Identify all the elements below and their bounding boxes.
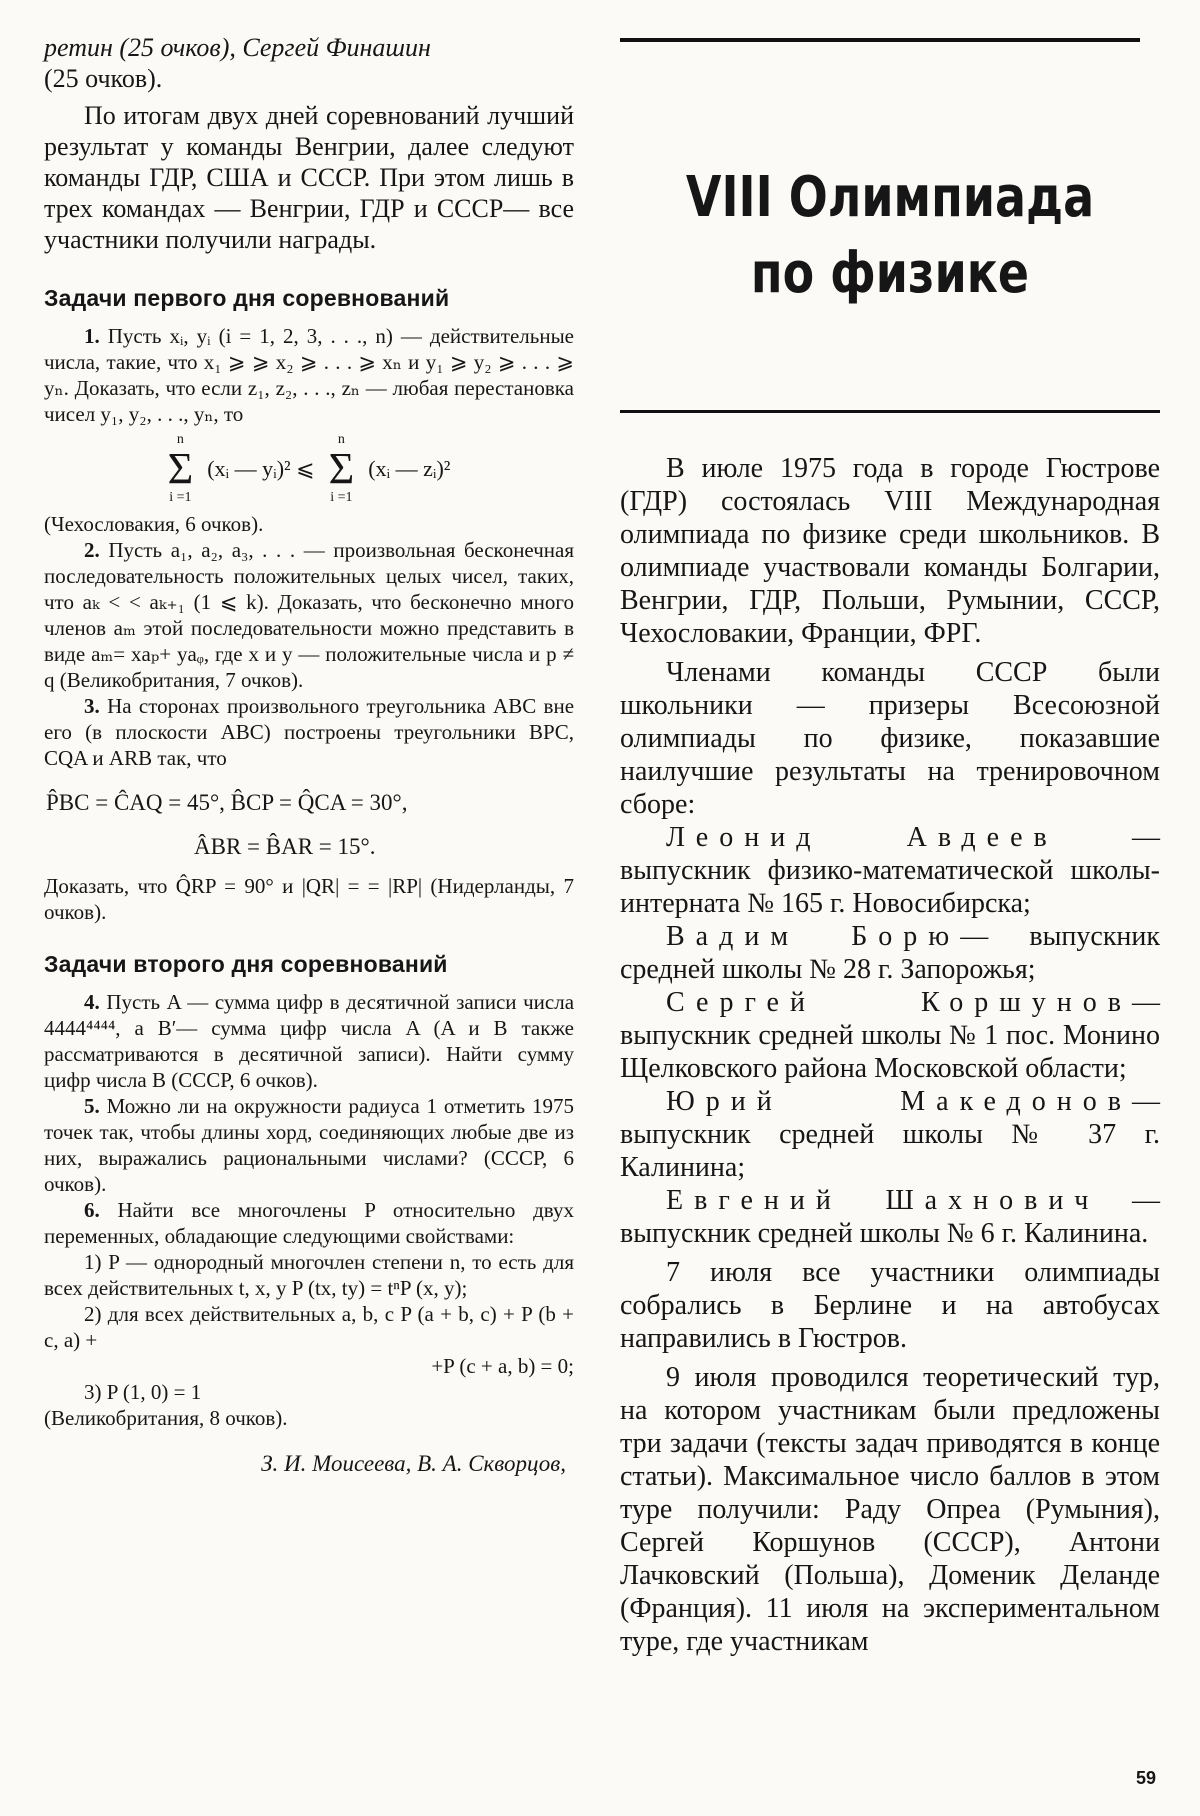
problem-5-number: 5. <box>84 1094 100 1118</box>
title-line-2: по физике <box>750 241 1030 306</box>
problem-3-conclusion: Доказать, что Q̂RP = 90° и |QR| = = |RP| (Нидерланды, 7 очков). <box>44 874 574 924</box>
right-column <box>620 452 1160 1658</box>
problem-6-text: Найти все многочлены P относительно двух переменных, обладающие следующими свойствами: <box>44 1198 575 1248</box>
page-number: 59 <box>1135 1768 1156 1788</box>
heading-day-1: Задачи первого дня соревнований <box>44 285 450 311</box>
member-4-name: Юрий Македонов <box>666 1086 1132 1117</box>
article-title <box>677 160 1103 312</box>
problem-6-source: (Великобритания, 8 очков). <box>44 1406 288 1430</box>
travel-paragraph: 7 июля все участники олимпиады собрались в Берлине и на автобусах направились в Гюстров. <box>620 1257 1160 1354</box>
problem-3-formula <box>44 781 574 869</box>
problem-6-condition-2: 2) для всех действительных a, b, c P (a + b, c) + P (b + c, a) + <box>44 1302 574 1352</box>
problem-4 <box>44 989 574 1093</box>
problem-5 <box>44 1093 574 1197</box>
member-2 <box>620 920 1160 986</box>
problem-3-text: На сторонах произвольного треугольника ABC вне его (в плоскости ABC) построены треугольники BPC, CQA и ARB так, что <box>44 694 575 770</box>
top-rule <box>620 38 1140 42</box>
problem-5-text: Можно ли на окружности радиуса 1 отметить 1975 точек так, чтобы длины хорд, соединяющих любые две из них, выражались рациональными числами? (СССР, 6 очков). <box>44 1094 574 1196</box>
problem-2-text: Пусть a₁, a₂, a₃, . . . — произвольная бесконечная последовательность положительных целых чисел, таких, что aₖ < < aₖ₊₁ (1 ⩽ k). Доказать, что бесконечно много членов aₘ этой последовательности можно представить в виде aₘ= xaₚ+ yaᵩ, где x и y — положительные числа и p ≠ q (Великобритания, 7 очков). <box>44 538 575 692</box>
team-paragraph: Членами команды СССР были школьники — призеры Всесоюзной олимпиады по физике, показавшие наилучшие результаты на тренировочном сборе: <box>620 657 1160 820</box>
problem-6-condition-3: 3) P (1, 0) = 1 <box>84 1380 202 1404</box>
problem-3 <box>44 693 574 771</box>
member-1-name: Леонид Авдеев <box>666 822 1058 853</box>
member-5 <box>620 1184 1160 1250</box>
member-5-desc: — выпускник средней школы № 6 г. Калинина. <box>620 1185 1161 1249</box>
member-4 <box>620 1085 1160 1184</box>
formula-line-2: ÂBR = B̂AR = 15°. <box>194 834 376 859</box>
member-3 <box>620 986 1160 1085</box>
member-1-desc: — выпускник физико-математической школы-интерната № 165 г. Новосибирска; <box>620 822 1160 919</box>
problem-1-number: 1. <box>84 324 100 348</box>
problem-6-condition-2b: +P (c + a, b) = 0; <box>431 1354 574 1378</box>
problem-1 <box>44 323 574 427</box>
member-3-name: Сергей Коршунов <box>666 987 1132 1018</box>
intro-line-1: ретин (25 очков), Сергей Финашин <box>44 33 431 62</box>
title-bottom-rule <box>620 410 1160 413</box>
problem-1-formula <box>44 427 574 511</box>
member-2-name: Вадим Борю <box>666 921 961 952</box>
member-4-desc: — выпускник средней школы № 37 г. Калинина; <box>620 1086 1160 1183</box>
problem-2-number: 2. <box>84 538 100 562</box>
left-column <box>44 32 574 1479</box>
tour-paragraph: 9 июля проводился теоретический тур, на котором участникам были предложены три задачи (тексты задач приводятся в конце статьи). Максимальное число баллов в этом туре получили: Раду Опреа (Румыния), Сергей Коршунов (СССР), Антони Лачковский (Польша), Доменик Деланде (Франция). 11 июля на экспериментальном туре, где участникам <box>620 1362 1160 1657</box>
signature: З. И. Моисеева, В. А. Скворцов, <box>261 1451 566 1476</box>
problem-1-source: (Чехословакия, 6 очков). <box>44 512 264 536</box>
member-1 <box>620 821 1160 920</box>
problem-4-text: Пусть A — сумма цифр в десятичной записи числа 4444⁴⁴⁴⁴, а B′— сумма цифр числа A (A и B также рассматриваются в десятичной записи). Найти сумму цифр числа B (СССР, 6 очков). <box>44 990 575 1092</box>
intro-line-2: (25 очков). <box>44 64 163 93</box>
member-3-desc: —выпускник средней школы № 1 пос. Монино Щелковского района Московской области; <box>620 987 1160 1084</box>
problem-1-text: Пусть xᵢ, yᵢ (i = 1, 2, 3, . . ., n) — действительные числа, такие, что x₁ ⩾ ⩾ x₂ ⩾ . . . ⩾ xₙ и y₁ ⩾ y₂ ⩾ . . . ⩾ yₙ. Доказать, что если z₁, z₂, . . ., zₙ — любая перестановка чисел y₁, y₂, . . ., yₙ, то <box>44 324 574 426</box>
heading-day-2: Задачи второго дня соревнований <box>44 951 448 977</box>
title-line-1: VIII Олимпиада <box>685 165 1095 230</box>
member-2-desc: — выпускник средней школы № 28 г. Запорожья; <box>620 921 1160 985</box>
problem-6 <box>44 1197 574 1249</box>
member-5-name: Евгений Шахнович <box>666 1185 1100 1216</box>
problem-6-condition-1: 1) P — однородный многочлен степени n, то есть для всех действительных t, x, y P (tx, ty) = tⁿP (x, y); <box>44 1250 574 1300</box>
sum-term-right: (xᵢ — zᵢ)² <box>368 456 451 481</box>
formula-line-1: P̂BC = ĈAQ = 45°, B̂CP = Q̂CA = 30°, <box>46 790 408 815</box>
intro-paragraph: В июле 1975 года в городе Гюстрове (ГДР) состоялась VIII Международная олимпиада по физике среди школьников. В олимпиаде участвовали команды Болгарии, Венгрии, ГДР, Польши, Румынии, СССР, Чехословакии, Франции, ФРГ. <box>620 453 1160 649</box>
sum-symbol-right: n Σ i =1 <box>328 432 355 505</box>
sum-term-left: (xᵢ — yᵢ)² ⩽ <box>207 456 315 481</box>
sum-symbol-left: n Σ i =1 <box>167 432 194 505</box>
problem-2 <box>44 537 574 693</box>
problem-6-number: 6. <box>84 1198 100 1222</box>
problem-3-number: 3. <box>84 694 100 718</box>
summary-paragraph: По итогам двух дней соревнований лучший результат у команды Венгрии, далее следуют команды ГДР, США и СССР. При этом лишь в трех командах — Венгрии, ГДР и СССР— все участники получили награды. <box>44 101 574 254</box>
problem-4-number: 4. <box>84 990 100 1014</box>
